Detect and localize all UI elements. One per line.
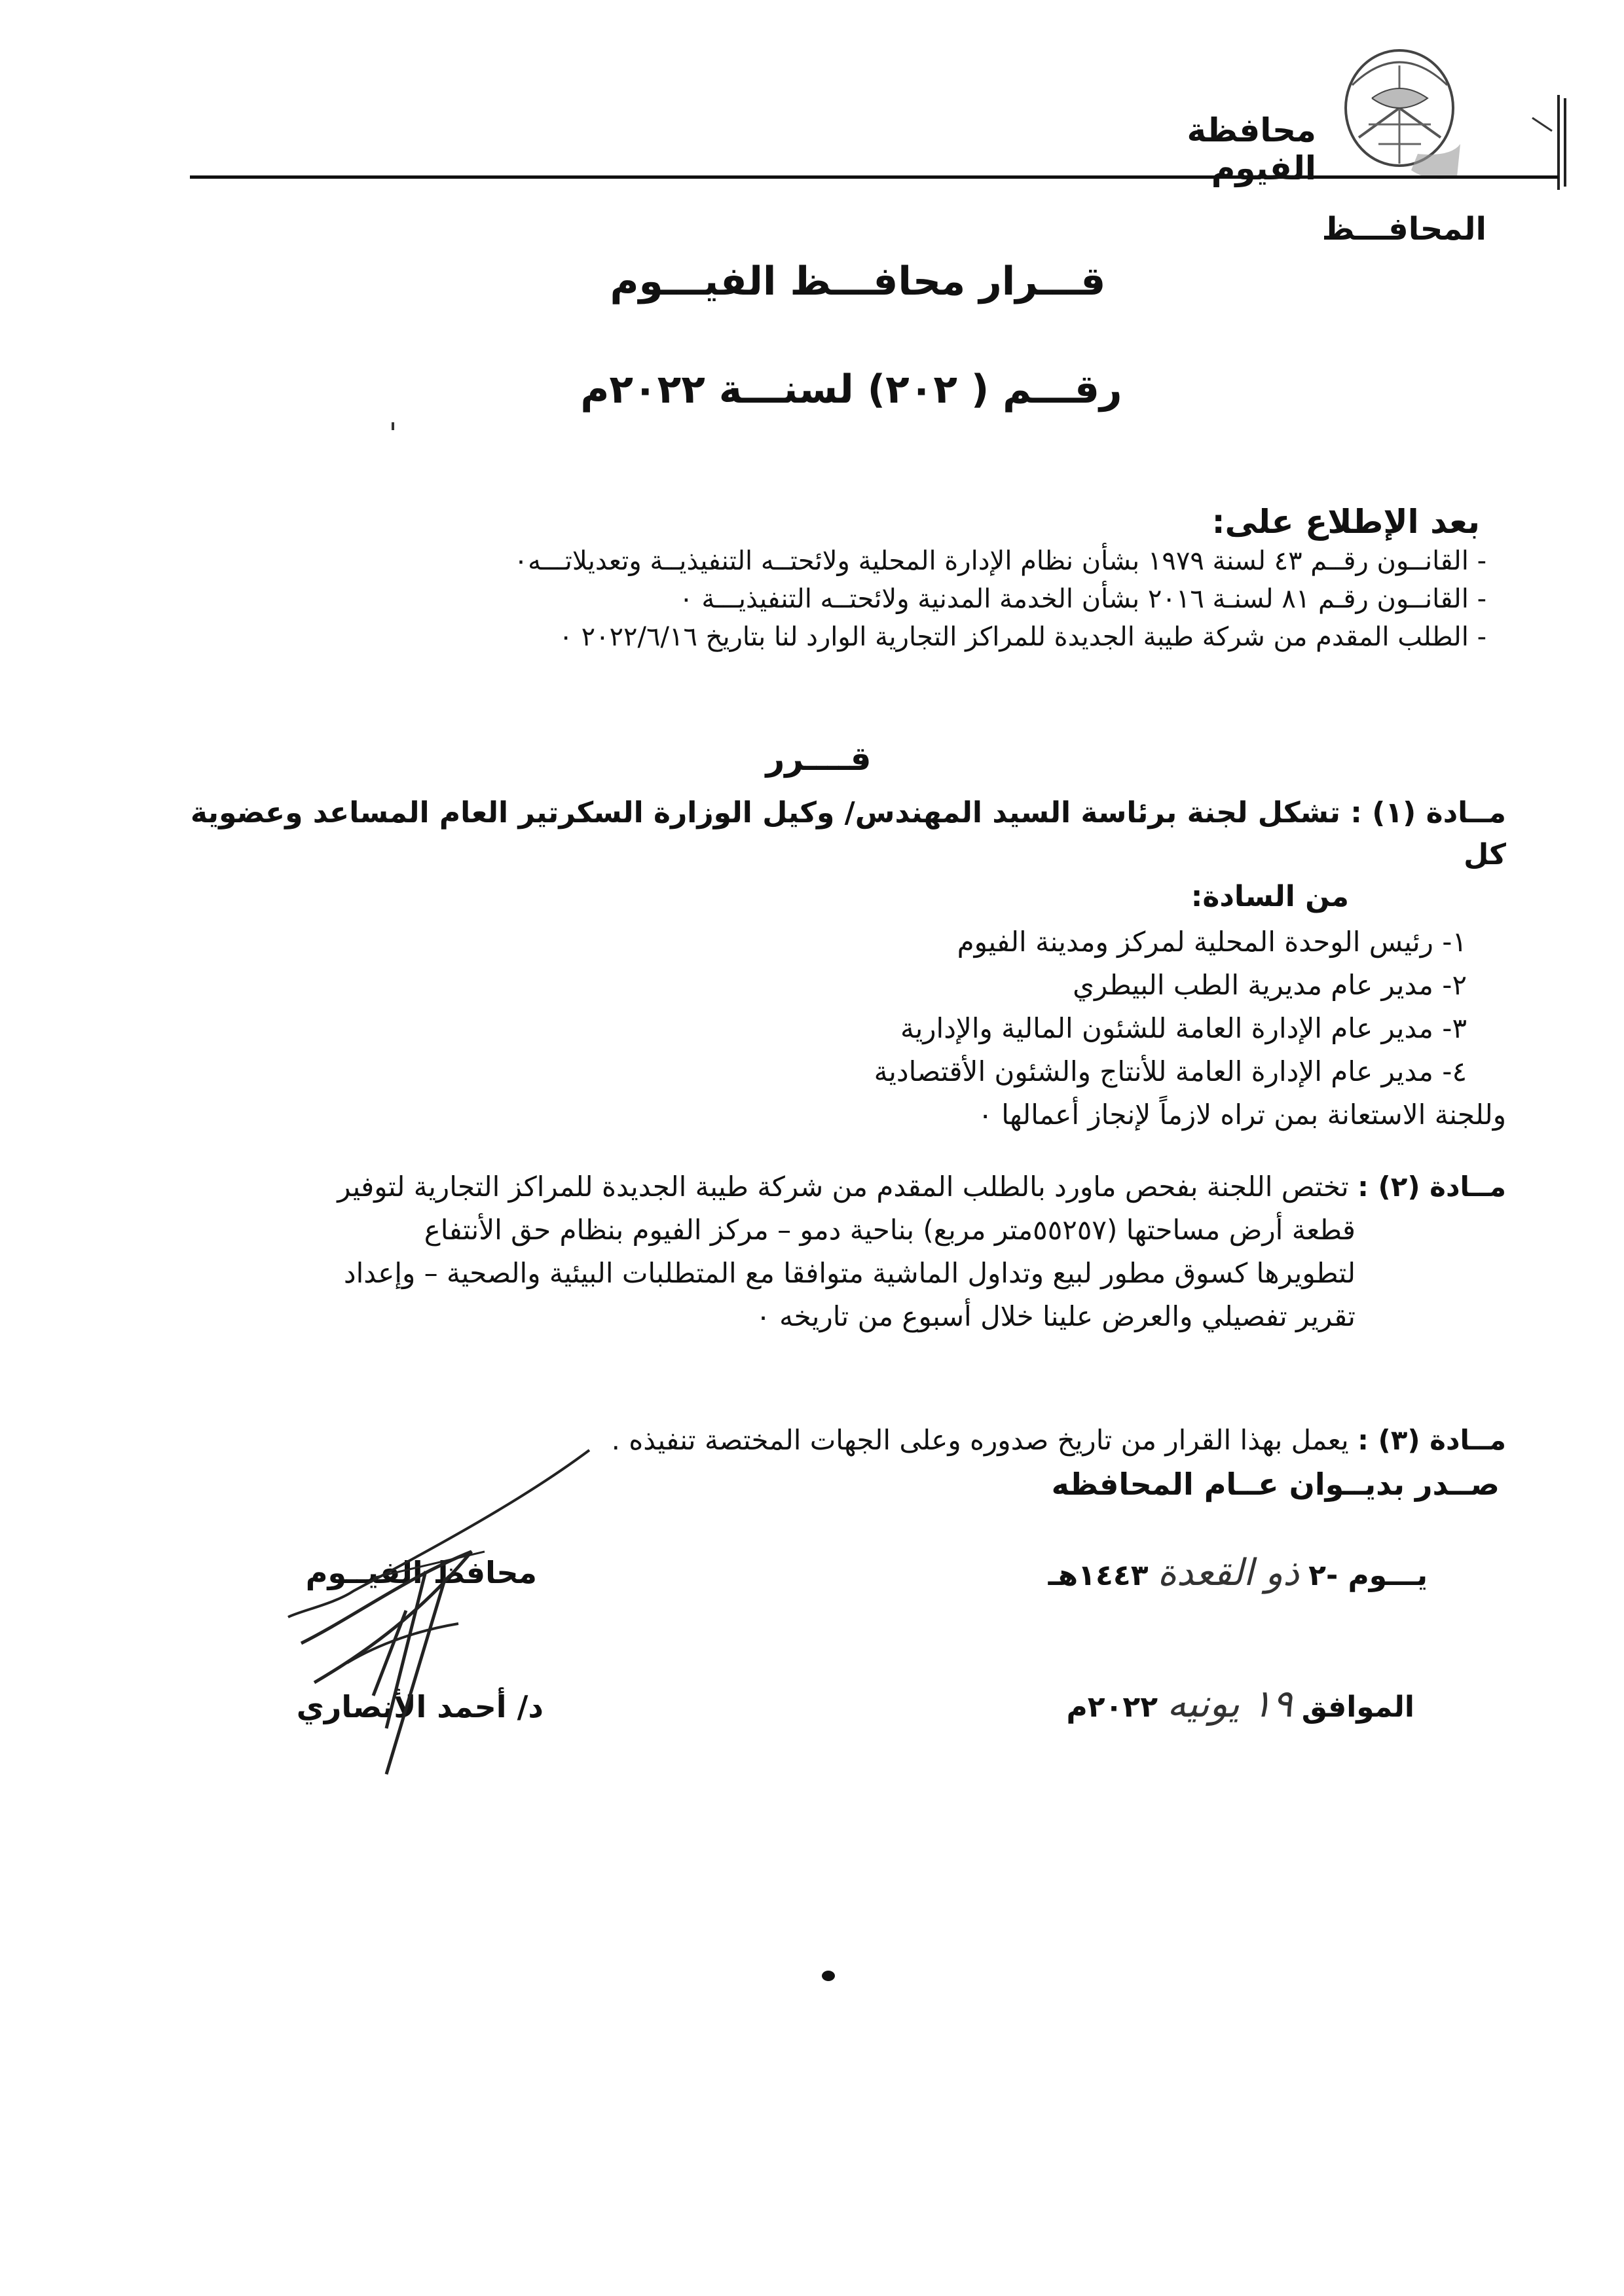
article-2-line: تقرير تفصيلي والعرض علينا خلال أسبوع من تاريخه ٠ (756, 1300, 1356, 1332)
scan-margin-mark (1526, 92, 1572, 196)
handwritten-signature (275, 1447, 616, 1787)
committee-member: ٢- مدير عام مديرية الطب البيطري (1073, 969, 1467, 1001)
article-3-label: مــادة (٣) : (1357, 1424, 1506, 1456)
article-3 (458, 1419, 1506, 1461)
corresponding-label: الموافق (1301, 1690, 1414, 1724)
preamble-heading: بعد الإطلاع على: (1211, 503, 1480, 541)
hijri-month-handwritten: ذو القعدة (1157, 1552, 1300, 1594)
governorate-seal-icon (1339, 46, 1464, 187)
gregorian-year: ٢٠٢٢م (1066, 1690, 1158, 1724)
preamble-item: - الطلب المقدم من شركة طيبة الجديدة للمراكز التجارية الوارد لنا بتاريخ ٢٠٢٢/٦/١٦ ٠ (559, 622, 1486, 652)
decision-number: رقـــم ( ٢٠٢) لسنـــة ٢٠٢٢م (580, 367, 1122, 412)
signatory-name: د/ أحمد الأنصاري (296, 1689, 544, 1724)
preamble-item: - القانــون رقــم ٤٣ لسنة ١٩٧٩ بشأن نظام الإدارة المحلية ولائحتــه التنفيذيــة وتعديلاتـــه٠ (513, 546, 1486, 576)
preamble-item: - القانــون رقـم ٨١ لسنـة ٢٠١٦ بشأن الخدمة المدنية ولائحتــه التنفيذيـــة ٠ (679, 584, 1486, 614)
article-2-label: مــادة (٢) : (1357, 1171, 1506, 1203)
article-2-line: لتطويرها كسوق مطور لبيع وتداول الماشية متوافقا مع المتطلبات البيئية والصحية – وإعداد (343, 1257, 1356, 1289)
committee-member: ٣- مدير عام الإدارة العامة للشئون المالية والإدارية (900, 1012, 1467, 1044)
scan-speck (822, 1971, 835, 1981)
gregorian-date-handwritten: ١٩ يونيه (1167, 1681, 1293, 1726)
committee-member: ٤- مدير عام الإدارة العامة للأنتاج والشئون الأقتصادية (874, 1055, 1467, 1087)
article-2 (157, 1165, 1506, 1338)
gregorian-date-line (864, 1681, 1414, 1726)
scan-speck (392, 422, 394, 430)
article-1-closing: وللجنة الاستعانة بمن تراه لازماً لإنجاز أعمالها ٠ (978, 1099, 1506, 1131)
governorate-name: محافظة الفيوم (1187, 111, 1316, 187)
office-label: المحافـــظ (1321, 211, 1486, 247)
article-2-line: تختص اللجنة بفحص ماورد بالطلب المقدم من شركة طيبة الجديدة للمراكز التجارية لتوفير (337, 1171, 1349, 1203)
decision-title: قـــرار محافـــظ الفيـــوم (610, 259, 1106, 304)
article-2-line: قطعة أرض مساحتها (٥٥٢٥٧متر مربع) بناحية دمو – مركز الفيوم بنظام حق الأنتفاع (424, 1214, 1356, 1246)
article-1-label: مــادة (١) : (1350, 796, 1506, 829)
signatory-title: محافظ الفيــوم (305, 1555, 537, 1590)
article-3-text: يعمل بهذا القرار من تاريخ صدوره وعلى الجهات المختصة تنفيذه . (611, 1424, 1349, 1456)
article-1 (157, 792, 1506, 1137)
hijri-year: ١٤٤٣هـ (1048, 1559, 1149, 1592)
decided-heading: قــــرر (766, 740, 872, 778)
preamble-list (275, 542, 1486, 656)
issued-at: صــدر بديــوان عــام المحافظه (1051, 1467, 1500, 1502)
day-prefix: يـــوم -٢ (1308, 1559, 1428, 1592)
hijri-date-line (838, 1552, 1428, 1594)
header-divider (190, 175, 1559, 179)
committee-member: ١- رئيس الوحدة المحلية لمركز ومدينة الفيوم (957, 926, 1467, 958)
article-1-text-continued: من السادة: (1190, 880, 1349, 913)
article-1-text: تشكل لجنة برئاسة السيد المهندس/ وكيل الوزارة السكرتير العام المساعد وعضوية كل (190, 796, 1506, 871)
